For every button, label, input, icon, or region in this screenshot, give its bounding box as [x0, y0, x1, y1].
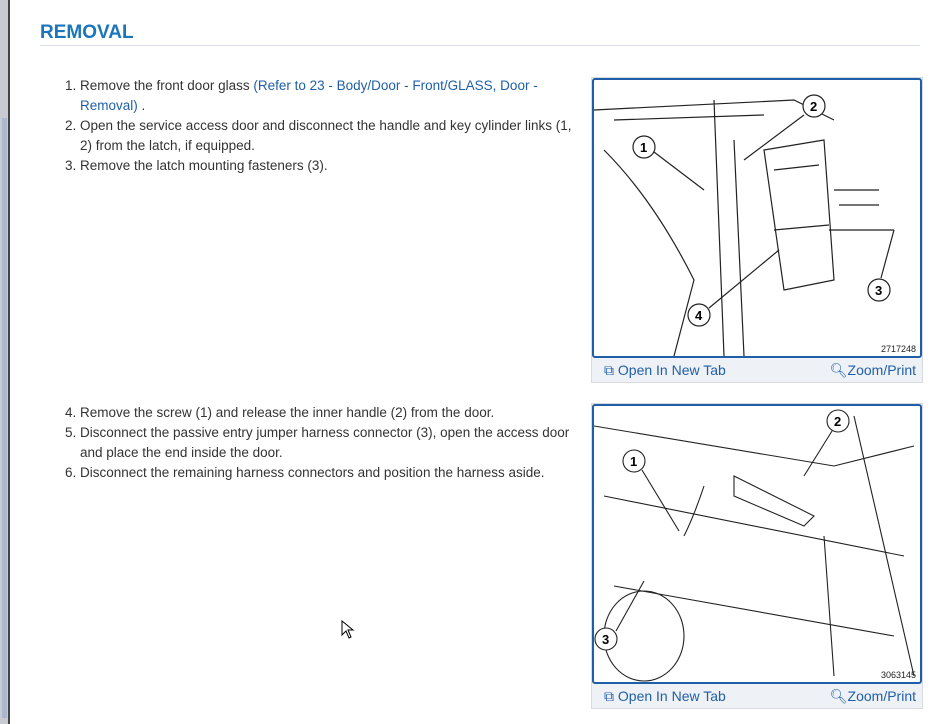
step: 5. Disconnect the passive entry jumper harness connector (3), open the access door and place the end inside the door.: [80, 423, 575, 463]
steps-list-2: [60, 403, 575, 483]
figure-handle: [591, 403, 923, 709]
open-in-new-tab-button[interactable]: [604, 362, 726, 379]
reference-link[interactable]: (Refer to 23 - Body/Door - Front/GLASS, Door - Removal): [80, 78, 538, 113]
callout-2: 2: [834, 414, 842, 429]
callout-2: 2: [810, 99, 818, 114]
handle-illustration[interactable]: [592, 404, 922, 684]
step: 2. Open the service access door and disconnect the handle and key cylinder links (1, 2) from the latch, if equipped.: [80, 116, 575, 156]
figure-number: 2717248: [880, 344, 916, 354]
handle-drawing: [594, 406, 920, 682]
callout-1: 1: [640, 140, 648, 155]
scrollbar-thumb[interactable]: [2, 118, 7, 718]
open-label: Open In New Tab: [617, 687, 726, 704]
figure-number: 3063145: [880, 670, 916, 680]
new-tab-icon: ⧉: [604, 687, 618, 704]
zoom-icon: 🔍︎: [829, 687, 848, 704]
step: [80, 76, 575, 116]
zoom-print-button[interactable]: [830, 688, 916, 705]
zoom-label: Zoom/Print: [847, 361, 916, 378]
mouse-cursor-icon: [341, 620, 355, 640]
figure-latch: [591, 77, 923, 383]
steps-list-1: [60, 76, 575, 176]
zoom-print-button[interactable]: [830, 362, 916, 379]
callout-4: 4: [695, 308, 703, 323]
step-text: Remove the front door glass: [80, 78, 254, 93]
step: 6. Disconnect the remaining harness connectors and position the harness aside.: [80, 463, 575, 483]
zoom-label: Zoom/Print: [847, 687, 916, 704]
step-text: .: [137, 98, 146, 113]
section-heading: REMOVAL: [40, 22, 134, 43]
zoom-icon: 🔍︎: [829, 361, 848, 378]
latch-illustration[interactable]: [592, 78, 922, 358]
latch-drawing: [594, 80, 920, 356]
callout-1: 1: [630, 454, 638, 469]
callout-3: 3: [875, 283, 883, 298]
callout-3: 3: [602, 632, 610, 647]
open-in-new-tab-button[interactable]: [604, 688, 726, 705]
step: 3. Remove the latch mounting fasteners (3).: [80, 156, 575, 176]
divider: [40, 45, 920, 46]
new-tab-icon: ⧉: [604, 361, 618, 378]
open-label: Open In New Tab: [617, 361, 726, 378]
scrollbar[interactable]: [0, 0, 10, 724]
step: 4. Remove the screw (1) and release the inner handle (2) from the door.: [80, 403, 575, 423]
